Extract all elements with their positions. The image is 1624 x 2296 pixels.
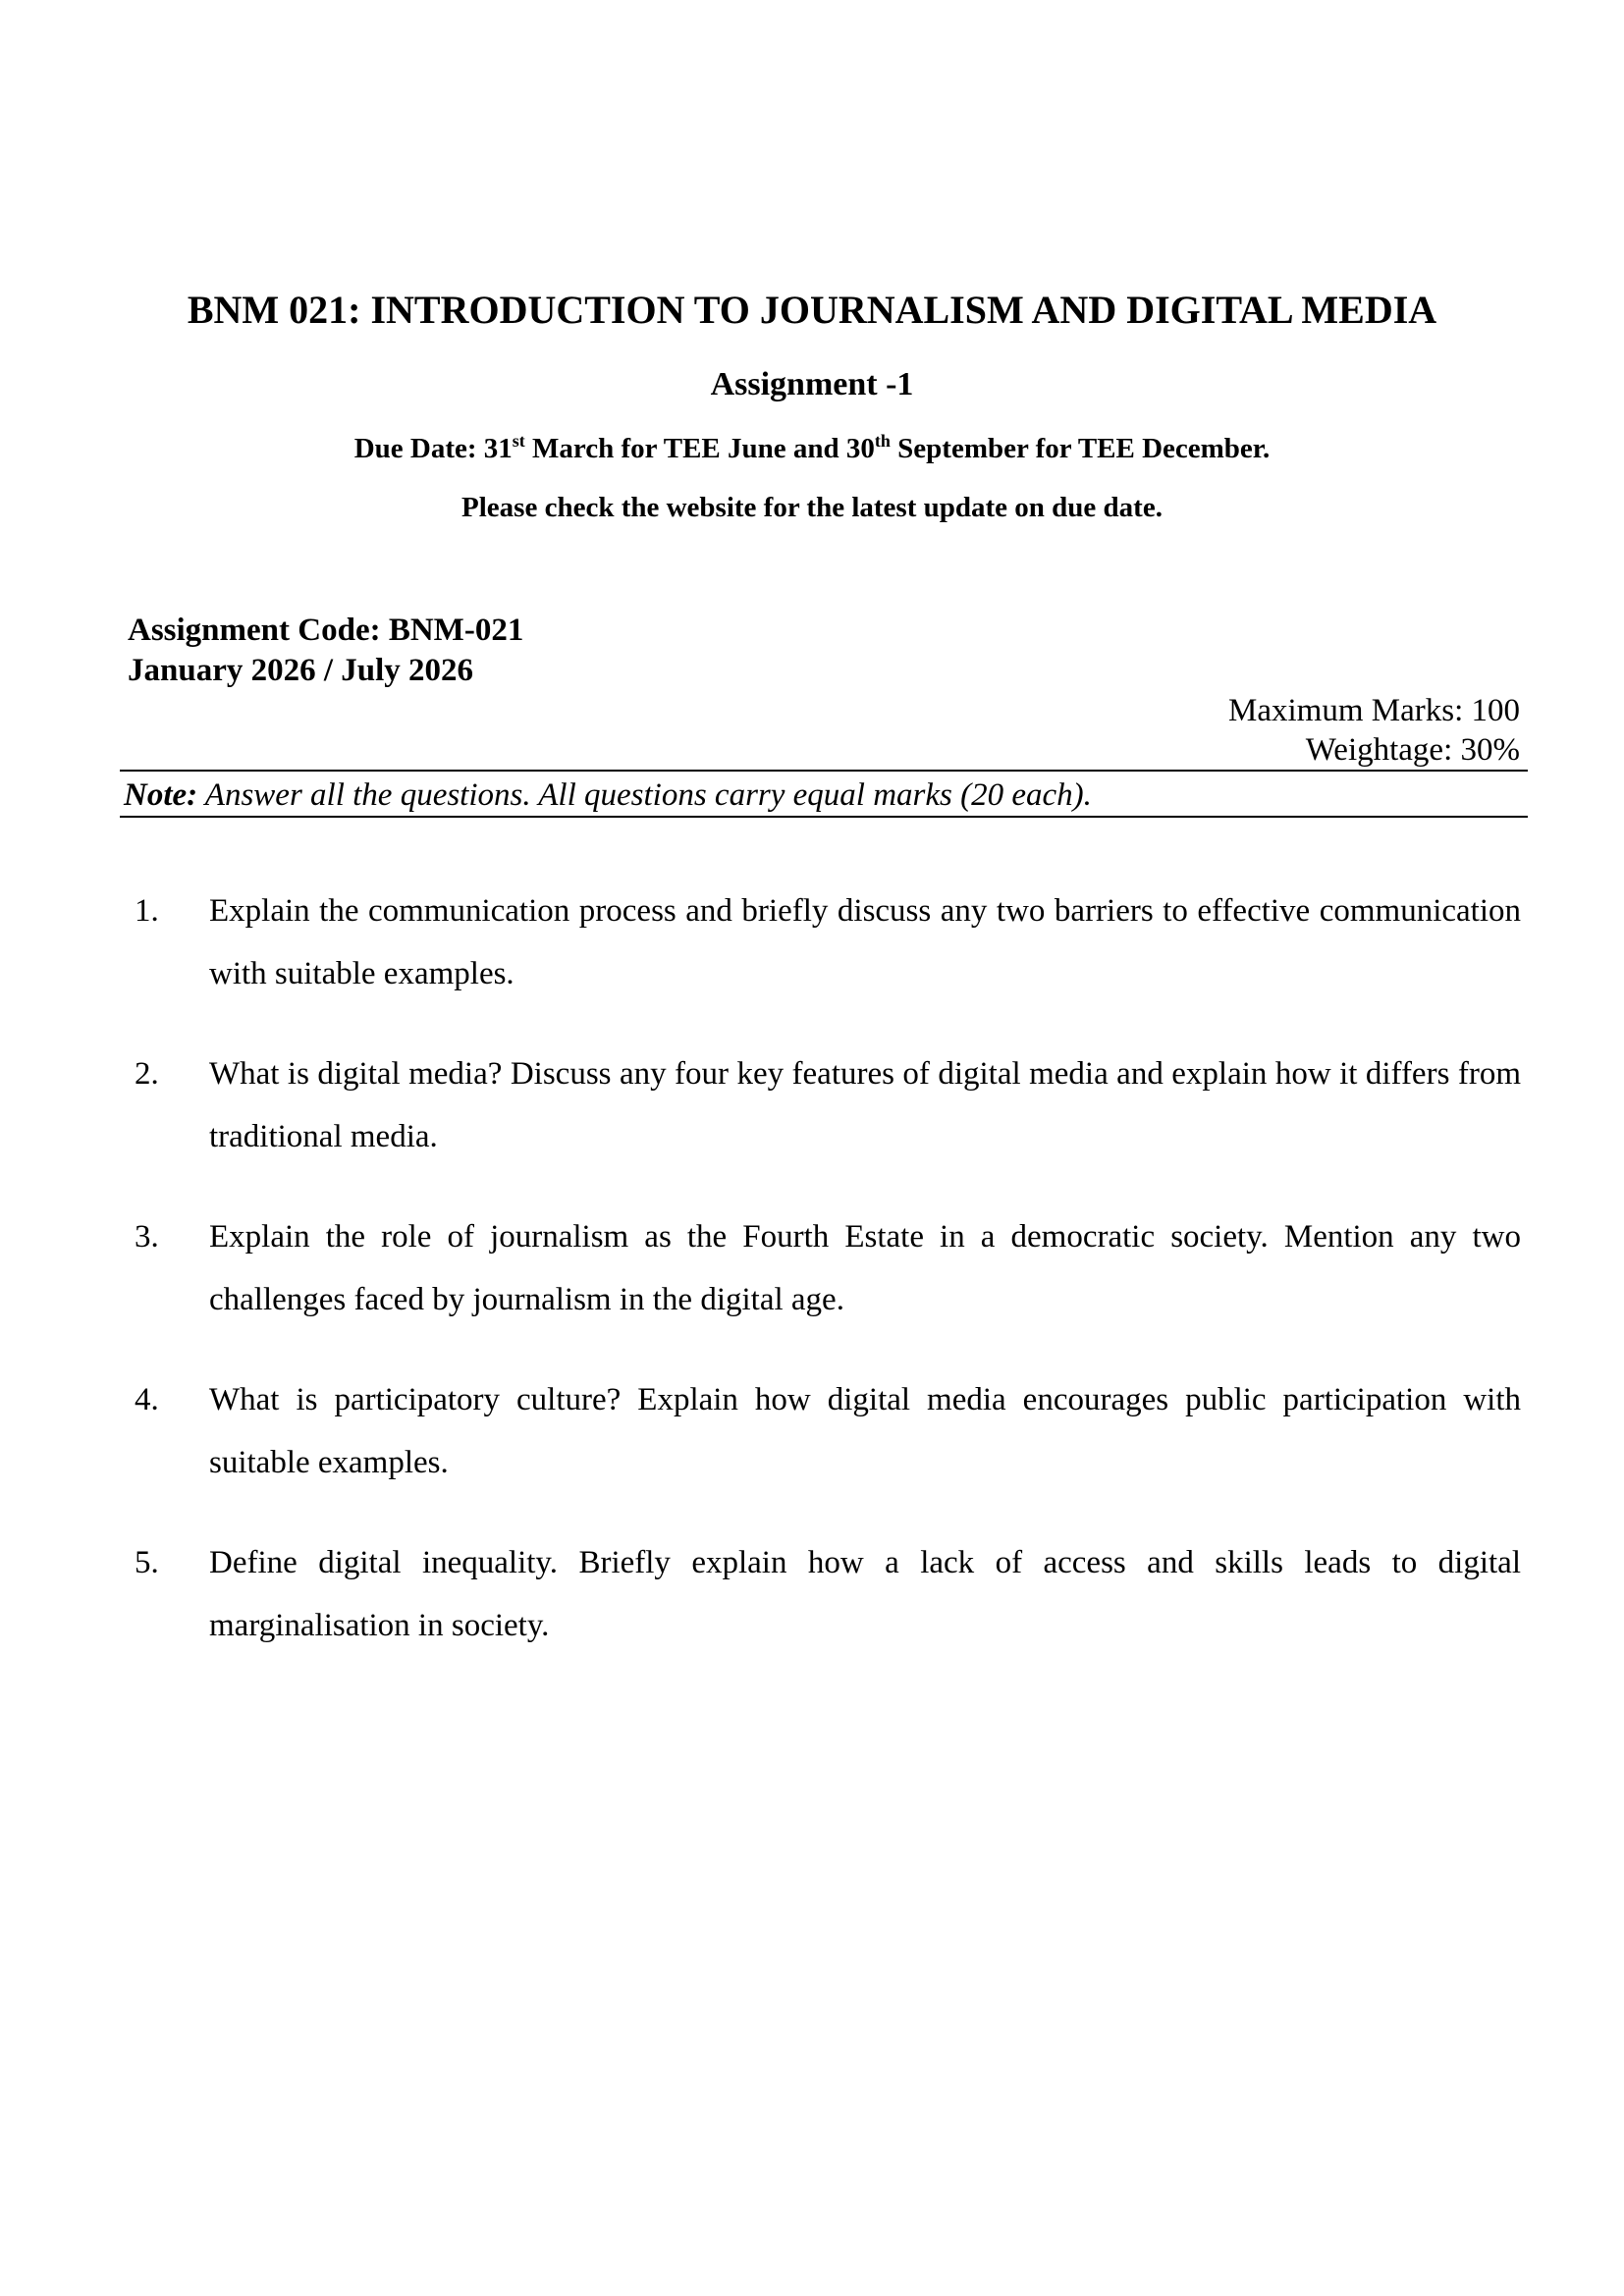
divider-top (120, 770, 1528, 772)
assignment-code: Assignment Code: BNM-021 (128, 613, 524, 648)
question-text: What is participatory culture? Explain how digital media encourages public participation with suitable examples. (209, 1382, 1521, 1480)
due-date-prefix: Due Date: 31 (353, 433, 513, 464)
question-number: 1. (135, 893, 159, 929)
due-date-line (0, 432, 1624, 468)
website-note: Please check the website for the latest update on due date. (461, 492, 1163, 523)
question-text: What is digital media? Discuss any four key features of digital media and explain how it differs from traditional media. (209, 1056, 1521, 1154)
maximum-marks: Maximum Marks: 100 (1228, 693, 1520, 728)
question-text: Define digital inequality. Briefly explain how a lack of access and skills leads to digital marginalisation in society. (209, 1545, 1521, 1643)
document-title: BNM 021: INTRODUCTION TO JOURNALISM AND DIGITAL MEDIA (187, 288, 1437, 332)
weightage: Weightage: 30% (1305, 732, 1520, 768)
assignment-subtitle: Assignment -1 (710, 366, 914, 402)
due-date-suffix: September for TEE December. (890, 433, 1271, 464)
due-date-superscript-th: th (874, 431, 891, 451)
due-date-middle: March for TEE June and 30 (524, 433, 875, 464)
question-number: 4. (135, 1382, 159, 1417)
question-number: 2. (135, 1056, 159, 1092)
note-label: Note: (124, 777, 198, 813)
question-text: Explain the role of journalism as the Fourth Estate in a democratic society. Mention any two challenges faced by journalism in the digital age. (209, 1219, 1521, 1317)
instructions-note (124, 776, 1092, 814)
session-period: January 2026 / July 2026 (128, 653, 474, 688)
question-text: Explain the communication process and briefly discuss any two barriers to effective communication with suitable examples. (209, 893, 1521, 991)
question-number: 3. (135, 1219, 159, 1255)
question-number: 5. (135, 1545, 159, 1580)
divider-bottom (120, 816, 1528, 818)
due-date-superscript-st: st (512, 431, 525, 451)
note-text: Answer all the questions. All questions carry equal marks (20 each). (197, 777, 1092, 813)
